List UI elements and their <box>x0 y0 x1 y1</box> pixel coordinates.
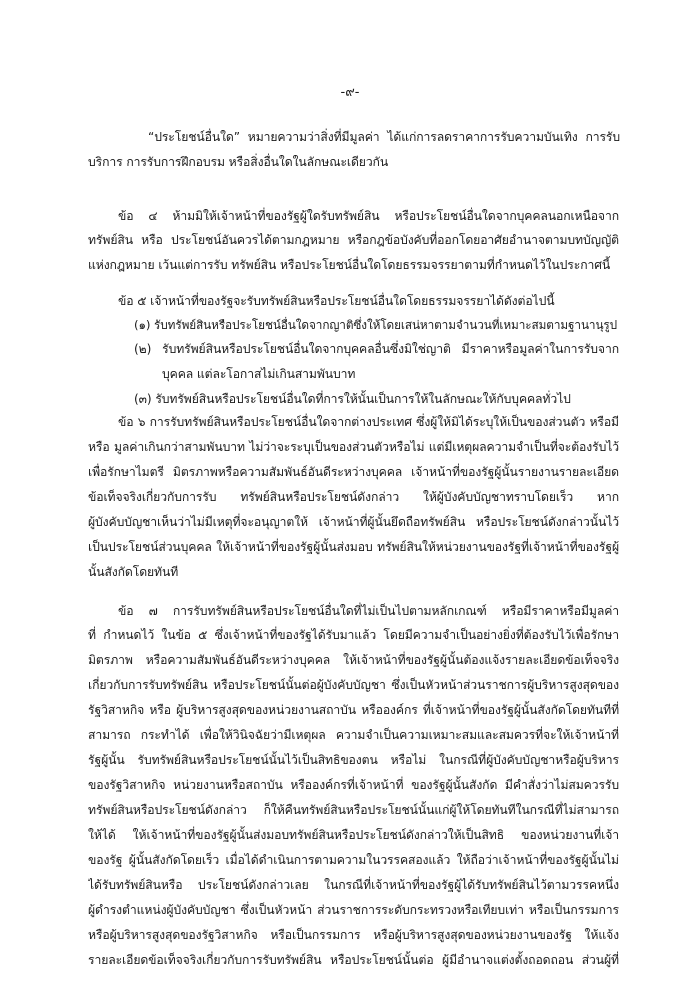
clause5-intro: ข้อ ๕ เจ้าหน้าที่ของรัฐจะรับทรัพย์สินหรือประโยชน์อื่นใดโดยธรรมจรรยาได้ดังต่อไปนี้ <box>118 294 555 308</box>
clause6-line-2: หรือ มูลค่าเกินกว่าสามพันบาท ไม่ว่าจะระบุเป็นของส่วนตัวหรือไม่ แต่มีเหตุผลความจำเป็นที่จะต้องรับไว้ <box>88 440 619 454</box>
clause6-line-1: ข้อ ๖ การรับทรัพย์สินหรือประโยชน์อื่นใดจากต่างประเทศ ซึ่งผู้ให้มิได้ระบุให้เป็นของส่วนตัว หรือมี <box>118 415 619 429</box>
clause5-item-2-line-1: (๒) รับทรัพย์สินหรือประโยชน์อื่นใดจากบุคคลอื่นซึ่งมิใช่ญาติ มีราคาหรือมูลค่าในการรับจาก <box>134 342 619 356</box>
clause7-line-13: ผู้ดำรงตำแหน่งผู้บังคับบัญชา ซึ่งเป็นหัวหน้า ส่วนราชการระดับกระทรวงหรือเทียบเท่า หรือเป็นกรรมการ <box>88 903 619 917</box>
clause6-line-4: ข้อเท็จจริงเกี่ยวกับการรับ ทรัพย์สินหรือประโยชน์ดังกล่าว ให้ผู้บังคับบัญชาทราบโดยเร็ว หาก <box>88 490 619 504</box>
clause6-line-3: เพื่อรักษาไมตรี มิตรภาพหรือความสัมพันธ์อันดีระหว่างบุคคล เจ้าหน้าที่ของรัฐผู้นั้นรายงานรายละเอียด <box>88 465 619 479</box>
clause5-item-3: (๓) รับทรัพย์สินหรือประโยชน์อื่นใดที่การให้นั้นเป็นการให้ในลักษณะให้กับบุคคลทั่วไป <box>134 392 571 406</box>
clause7-line-6: สามารถ กระทำได้ เพื่อให้วินิจฉัยว่ามีเหตุผล ความจำเป็นความเหมาะสมและสมควรที่จะให้เจ้าหน้าที่ <box>88 728 619 742</box>
definition-line-1: “ประโยชน์อื่นใด” หมายความว่าสิ่งที่มีมูลค่า ได้แก่การลดราคาการรับความบันเทิง การรับ <box>148 130 620 144</box>
clause4-line-1: ข้อ ๔ ห้ามมิให้เจ้าหน้าที่ของรัฐผู้ใดรับทรัพย์สิน หรือประโยชน์อื่นใดจากบุคคลนอกเหนือจาก <box>118 209 619 223</box>
clause7-line-2: ที่ กำหนดไว้ ในข้อ ๕ ซึ่งเจ้าหน้าที่ของรัฐได้รับมาแล้ว โดยมีความจำเป็นอย่างยิ่งที่ต้องรับไว้เพื่อรักษา <box>88 628 619 642</box>
page-number: -๙- <box>340 85 360 100</box>
clause6-line-5: ผู้บังคับบัญชาเห็นว่าไม่มีเหตุที่จะอนุญาตให้ เจ้าหน้าที่ผู้นั้นยึดถือทรัพย์สิน หรือประโยชน์ดังกล่าวนั้นไว้ <box>88 515 619 529</box>
clause4-line-2: ทรัพย์สิน หรือ ประโยชน์อันควรได้ตามกฎหมาย หรือกฎข้อบังคับที่ออกโดยอาศัยอำนาจตามบทบัญญัติ <box>88 233 619 247</box>
clause7-line-7: รัฐผู้นั้น รับทรัพย์สินหรือประโยชน์นั้นไว้เป็นสิทธิของตน หรือไม่ ในกรณีที่ผู้บังคับบัญชาหรือผู้บริหาร <box>88 753 619 767</box>
clause6-line-7: นั้นสังกัดโดยทันที <box>88 565 179 579</box>
clause7-line-15: รายละเอียดข้อเท็จจริงเกี่ยวกับการรับทรัพย์สิน หรือประโยชน์นั้นต่อ ผู้มีอำนาจแต่งตั้งถอดถอน ส่วนผู้ที่ <box>88 953 619 967</box>
clause5-item-2-line-2: บุคคล แต่ละโอกาสไม่เกินสามพันบาท <box>162 367 356 381</box>
clause7-line-10: ให้ได้ ให้เจ้าหน้าที่ของรัฐผู้นั้นส่งมอบทรัพย์สินหรือประโยชน์ดังกล่าวให้เป็นสิทธิ ของหน่วยงานที่เจ้า <box>88 828 619 842</box>
clause7-line-4: เกี่ยวกับการรับทรัพย์สิน หรือประโยชน์นั้นต่อผู้บังคับบัญชา ซึ่งเป็นหัวหน้าส่วนราชการผู้บริหารสูงสุดของ <box>88 678 619 692</box>
clause7-line-14: หรือผู้บริหารสูงสุดของรัฐวิสาหกิจ หรือเป็นกรรมการ หรือผู้บริหารสูงสุดของหน่วยงานของรัฐ ให้แจ้ง <box>88 928 619 942</box>
clause6-line-6: เป็นประโยชน์ส่วนบุคคล ให้เจ้าหน้าที่ของรัฐผู้นั้นส่งมอบ ทรัพย์สินให้หน่วยงานของรัฐที่เจ้าหน้าที่ของรัฐผู้ <box>88 540 619 554</box>
clause7-line-1: ข้อ ๗ การรับทรัพย์สินหรือประโยชน์อื่นใดที่ไม่เป็นไปตามหลักเกณฑ์ หรือมีราคาหรือมีมูลค่า <box>118 604 619 618</box>
clause7-line-11: ของรัฐ ผู้นั้นสังกัดโดยเร็ว เมื่อได้ดำเนินการตามความในวรรคสองแล้ว ให้ถือว่าเจ้าหน้าที่ของรัฐผู้นั้นไม่ <box>88 853 619 867</box>
clause7-line-9: ทรัพย์สินหรือประโยชน์ดังกล่าว ก็ให้คืนทรัพย์สินหรือประโยชน์นั้นแก่ผู้ให้โดยทันทีในกรณีที่ไม่สามารถ <box>88 803 619 817</box>
clause7-line-12: ได้รับทรัพย์สินหรือ ประโยชน์ดังกล่าวเลย ในกรณีที่เจ้าหน้าที่ของรัฐผู้ได้รับทรัพย์สินไว้ตามวรรคหนึ่ง <box>88 878 619 892</box>
clause4-line-3: แห่งกฎหมาย เว้นแต่การรับ ทรัพย์สิน หรือประโยชน์อื่นใดโดยธรรมจรรยาตามที่กำหนดไว้ในประกาศนี้ <box>88 258 611 272</box>
clause5-item-1: (๑) รับทรัพย์สินหรือประโยชน์อื่นใดจากญาติซึ่งให้โดยเสน่หาตามจำนวนที่เหมาะสมตามฐานานุรูป <box>134 318 618 332</box>
clause7-line-8: ของรัฐวิสาหกิจ หน่วยงานหรือสถาบัน หรือองค์กรที่เจ้าหน้าที่ ของรัฐผู้นั้นสังกัด มีคำสั่งว่าไม่สมควรรับ <box>88 778 619 792</box>
clause7-line-3: มิตรภาพ หรือความสัมพันธ์อันดีระหว่างบุคคล ให้เจ้าหน้าที่ของรัฐผู้นั้นต้องแจ้งรายละเอียดข้อเท็จจริง <box>88 653 619 667</box>
clause7-line-5: รัฐวิสาหกิจ หรือ ผู้บริหารสูงสุดของหน่วยงานสถาบัน หรือองค์กร ที่เจ้าหน้าที่ของรัฐผู้นั้นสังกัดโดยทันทีที่ <box>88 703 619 717</box>
definition-line-2: บริการ การรับการฝึกอบรม หรือสิ่งอื่นใดในลักษณะเดียวกัน <box>88 155 389 169</box>
